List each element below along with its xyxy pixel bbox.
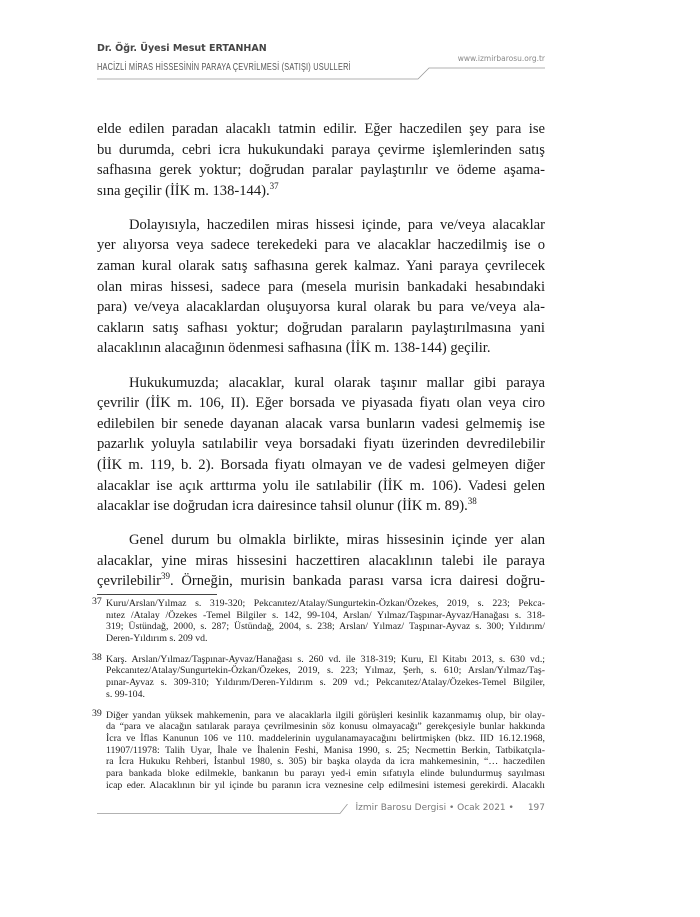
text-line: alacaklar, yine miras hissesini haczettiren alacaklının talebi ile paraya	[97, 552, 545, 569]
footnote-line: Deren-Yıldırım s. 209 vd.	[106, 633, 208, 645]
text-line: çevrilir (İİK m. 106, II). Eğer borsada ve piyasada fiyatı olan veya ciro	[97, 395, 545, 412]
footnote-number: 39	[92, 707, 102, 719]
paragraph	[97, 530, 545, 592]
footnote-line: para bankada bloke edilmekle, bankanın bu parayı yed-i emin sıfatıyla elinde bulundurmuş sayılması	[106, 767, 545, 779]
text-line: bu durumda, cebri icra hukukundaki paraya çevirme işlemlerinden satış	[97, 141, 545, 158]
page-number: 197	[527, 803, 545, 813]
footnote-rule	[97, 594, 217, 595]
footnote-line: 319; Üstündağ, 2000, s. 287; Üstündağ, 2004, s. 238; Arslan/ Yılmaz/ Taşpınar-Ayvaz s. 300; Yıldırım/	[106, 621, 545, 633]
text-line: elde edilen paradan alacaklı tatmin edilir. Eğer haczedilen şey para ise	[97, 121, 545, 137]
footnote-ref: 37	[269, 180, 279, 191]
footnote-line: nıtez /Atalay /Özekes -Temel Bilgiler s. 142, 99-104, Arslan/ Yılmaz/Taşpınar-Ayvaz/Hanağası s. 318-	[106, 609, 545, 621]
footnote-number: 38	[92, 651, 102, 663]
footnote-line: 11907/11978: Talih Uyar, İhale ve İhalenin Feshi, Manisa 1990, s. 25; Necmettin Berkin, Tatbikatçıla-	[106, 744, 545, 756]
text-line: sına geçilir (İİK m. 138-144).$^{37}$	[97, 180, 279, 199]
footnote-line: Diğer yandan yüksek mahkemenin, para ve alacaklarla ilgili görüşleri kesinlik kazanmamış olup, bir olay-	[106, 709, 545, 721]
text-line: çevrilebilir$^{39}$. Örneğin, murisin bankada parası varsa icra dairesi doğru-	[97, 571, 545, 590]
text-line: alacaklar ise doğrudan icra dairesince tahsil olunur (İİK m. 89).$^{38}$	[97, 496, 477, 515]
footer-rule	[97, 804, 348, 814]
text-line: para) ve/veya alacaklardan oluşuyorsa kural olarak bu para ve/veya ala-	[97, 299, 545, 316]
text-line: (İİK m. 119, b. 2). Borsada fiyatı olmayan ve de vadesi gelmeyen diğer	[97, 456, 545, 473]
text-line: alacaklar ise açık arttırma yolu ile satılabilir (İİK m. 106). Vadesi gelen	[97, 477, 545, 494]
footnote-line: İcra ve İflas Kanunun 106 ve 110. maddelerinin uygulanamayacağını belirtmişken (bkz. IID 16.12.1968,	[106, 732, 545, 744]
footnote-line: s. 99-104.	[106, 688, 145, 700]
footnotes	[92, 598, 545, 800]
footnote	[92, 651, 545, 701]
footnote-line: Karş. Arslan/Yılmaz/Taşpınar-Ayvaz/Hanağası s. 260 vd. ile 318-319; Kuru, El Kitabı 2013, s. 630 vd.;	[106, 653, 545, 665]
footnote-line: ra İcra Hukuku Rehberi, İstanbul 1980, s. 305) bir başka olayda da icra mahkemesinin, “… haczedilen	[106, 756, 545, 768]
footnote	[92, 598, 545, 645]
footnote-ref: 39	[161, 571, 171, 582]
footnote-line: pınar-Ayvaz s. 309-310; Yıldırım/Deren-Yıldırım s. 209 vd.; Pekcanıtez/Atalay/Özekes-Temel Bilgiler,	[106, 677, 545, 689]
text-line: edilebilen bir senede dayanan alacak varsa bunların vadesi gelmemiş ise	[97, 415, 545, 432]
text-line: safhasına gerek yoktur; doğrudan paralar paylaştırılır ve ödeme aşama-	[97, 162, 545, 179]
header-rule	[0, 0, 700, 100]
footnote-line: Kuru/Arslan/Yılmaz s. 319-320; Pekcanıtez/Atalay/Sungurtekin-Özkan/Özekes, 2019, s. 223; Pekca-	[106, 598, 545, 609]
body-text	[97, 119, 545, 605]
text-line: cakların satış safhası yoktur; doğrudan paraların paylaştırılmasına yani	[97, 319, 545, 336]
header-url: www.izmirbarosu.org.tr	[457, 54, 545, 63]
footnote-number: 37	[92, 596, 102, 607]
footnote-line: da “para ve alacağın satılarak paraya çevrilmesinin söz konusu olmayacağı” gerekçesiyle bunlar hakkında	[106, 721, 545, 733]
text-line: zaman kural olarak satış safhasına gerek kalmaz. Yani paraya çevrilecek	[97, 258, 545, 275]
header-author: Dr. Öğr. Üyesi Mesut ERTANHAN	[97, 43, 267, 54]
text-line: Dolayısıyla, haczedilen miras hissesi içinde, para ve/veya alacaklar	[129, 216, 545, 233]
paragraph	[97, 119, 545, 201]
footer-journal: İzmir Barosu Dergisi • Ocak 2021 •	[355, 803, 514, 813]
text-line: olan miras hissesi, sadece para (mesela murisin bankadaki hesabındaki	[97, 278, 545, 295]
header-title: HACİZLİ MİRAS HİSSESİNİN PARAYA ÇEVRİLMESİ (SATIŞI) USULLERİ	[97, 61, 351, 73]
footnote-ref: 38	[467, 496, 477, 507]
text-line: yer alıyorsa veya sadece terekedeki para ve alacaklar haczedilmiş ise o	[97, 237, 545, 254]
text-line: Genel durum bu olmakla birlikte, miras hissesinin içinde yer alan	[129, 532, 545, 549]
paragraph	[97, 215, 545, 359]
paragraph	[97, 373, 545, 517]
footnote	[92, 707, 545, 792]
text-line: Hukukumuzda; alacaklar, kural olarak taşınır mallar gibi paraya	[129, 374, 545, 391]
footnote-line: Pekcanıtez/Atalay/Sungurtekin-Özkan/Özekes, 2019, s. 223; Yılmaz, Şerh, s. 610; Arslan/Yılmaz/Taş-	[106, 665, 545, 677]
text-line: pazarlık yoluyla satılabilir veya borsadaki fiyatı üzerinden devredilebilir	[97, 436, 545, 453]
text-line: alacaklının alacağının ödenmesi safhasına (İİK m. 138-144) geçilir.	[97, 340, 491, 357]
footnote-line: icap eder. Alacaklının bir yıl içinde bu paranın icra veznesine celp edilmesini istemesi gerekirdi. Alacaklı	[106, 779, 545, 791]
page-footer	[97, 798, 545, 814]
